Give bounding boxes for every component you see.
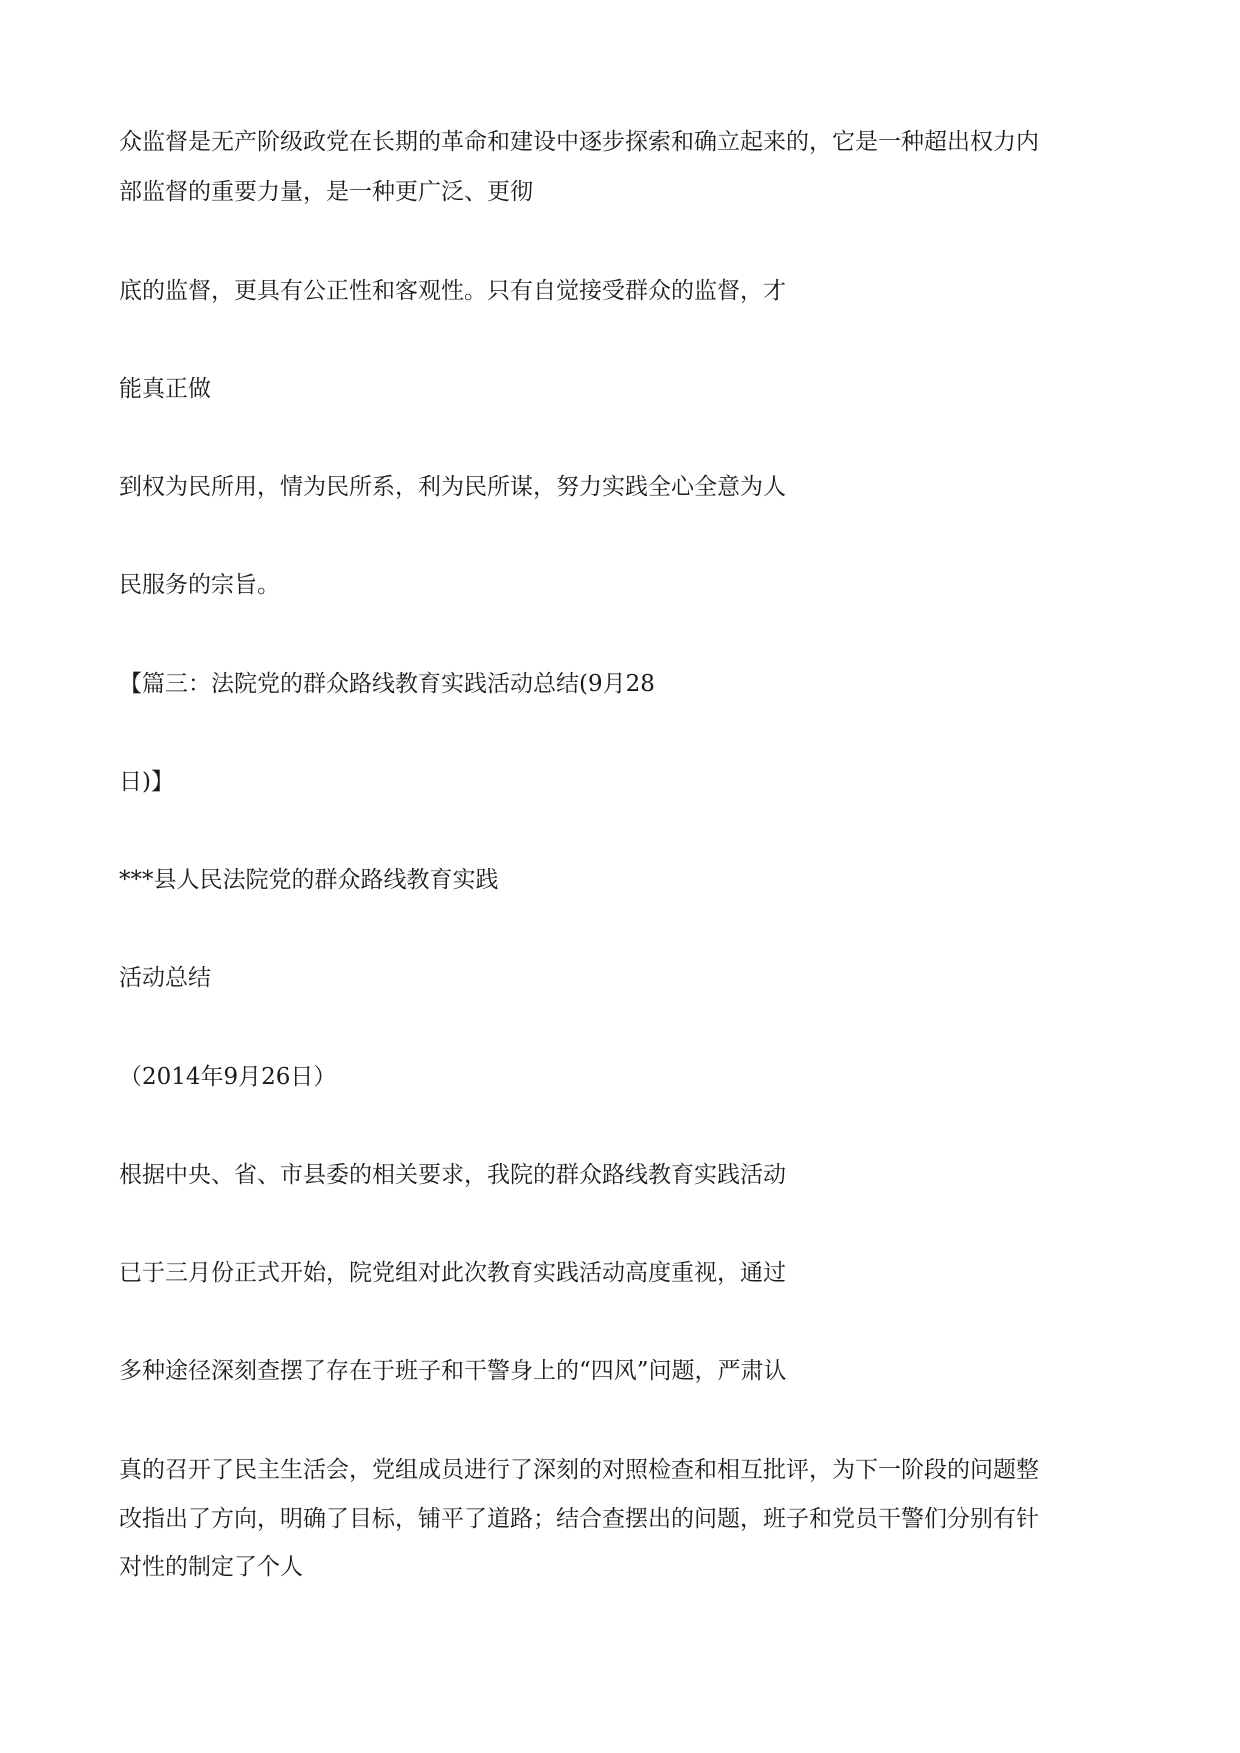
text-line: 对性的制定了个人	[119, 1554, 303, 1580]
text-line: 多种途径深刻查摆了存在于班子和干警身上的“四风”问题，严肃认	[119, 1358, 787, 1384]
document-date: （2014年9月26日）	[119, 1064, 337, 1090]
section-heading: 日)】	[119, 769, 174, 795]
text-line: 民服务的宗旨。	[119, 572, 280, 598]
text-line: 底的监督，更具有公正性和客观性。只有自觉接受群众的监督，才	[119, 278, 786, 304]
text-line: 根据中央、省、市县委的相关要求，我院的群众路线教育实践活动	[119, 1162, 786, 1188]
text-line: 众监督是无产阶级政党在长期的革命和建设中逐步探索和确立起来的，它是一种超出权力内	[119, 129, 1039, 155]
text-line: 已于三月份正式开始，院党组对此次教育实践活动高度重视，通过	[119, 1260, 786, 1286]
document-title: 活动总结	[119, 965, 211, 991]
text-line: 部监督的重要力量，是一种更广泛、更彻	[119, 179, 533, 205]
text-line: 改指出了方向，明确了目标，铺平了道路；结合查摆出的问题，班子和党员干警们分别有针	[119, 1506, 1039, 1532]
text-line: 到权为民所用，情为民所系，利为民所谋，努力实践全心全意为人	[119, 474, 786, 500]
text-line: 真的召开了民主生活会，党组成员进行了深刻的对照检查和相互批评，为下一阶段的问题整	[119, 1457, 1039, 1483]
text-line: 能真正做	[119, 376, 211, 402]
section-heading: 【篇三：法院党的群众路线教育实践活动总结(9月28	[119, 671, 655, 697]
document-title: ***县人民法院党的群众路线教育实践	[119, 867, 499, 893]
